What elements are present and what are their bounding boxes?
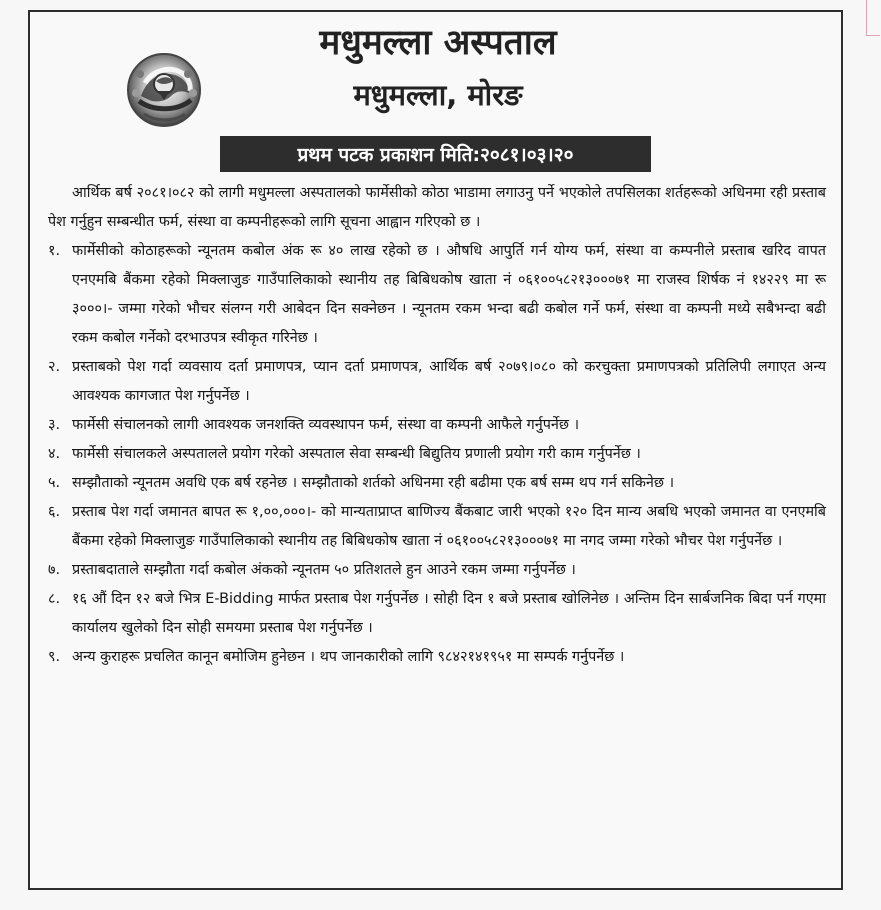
condition-number: ४.: [48, 446, 61, 462]
condition-item-8: [48, 585, 826, 643]
condition-item-7: [48, 556, 826, 585]
condition-text: प्रस्ताबदाताले सम्झौता गर्दा कबोल अंकको न्यूनतम ५० प्रतिशतले हुन आउने रकम जम्मा गर्नुपर्नेछ ।: [72, 562, 576, 578]
condition-item-3: [48, 411, 826, 440]
intro-paragraph: आर्थिक बर्ष २०८१।०८२ को लागी मधुमल्ला अस्पतालको फार्मेसीको कोठा भाडामा लगाउनु पर्ने भएकोले तपसिलका शर्तहरूको अधिनमा रही प्रस्ताब पेश गर्नुहुन सम्बन्धीत फर्म, संस्था वा कम्पनीहरूको लागि सूचना आह्वान गरिएको छ ।: [48, 185, 826, 230]
condition-text: फार्मेसीको कोठाहरूको न्यूनतम कबोल अंक रू ४० लाख रहेको छ । औषधि आपुर्ति गर्न योग्य फर्म, संस्था वा कम्पनीले प्रस्ताब खरिद वापत एनएमबि बैंकमा रहेको मिक्लाजुङ गाउँपालिकाको स्थानीय तह बिबिधकोष खाता नं ०६१००५८२१३०००७१ मा राजस्व शिर्षक नं १४२२९ मा रू ३०००।- जम्मा गरेको भौचर संलग्न गरी आबेदन दिन सक्नेछन । न्यूनतम रकम भन्दा बढी कबोल गर्ने फर्म, संस्था वा कम्पनी मध्ये सबैभन्दा बढी रकम कबोल गर्नेको दरभाउपत्र स्वीकृत गरिनेछ ।: [72, 243, 826, 346]
condition-text: फार्मेसी संचालकले अस्पतालले प्रयोग गरेको अस्पताल सेवा सम्बन्धी बिद्युतिय प्रणाली प्रयोग गरी काम गर्नुपर्नेछ ।: [72, 446, 641, 462]
condition-item-9: [48, 643, 826, 672]
condition-text: प्रस्ताबको पेश गर्दा व्यवसाय दर्ता प्रमाणपत्र, प्यान दर्ता प्रमाणपत्र, आर्थिक बर्ष २०७९।०८० को करचुक्ता प्रमाणपत्रको प्रतिलिपी लगाएत अन्य आवश्यक कागजात पेश गर्नुपर्नेछ ।: [72, 359, 826, 404]
condition-number: १.: [48, 243, 61, 259]
publication-date-banner: प्रथम पटक प्रकाशन मिति:२०८१।०३।२०: [220, 136, 651, 172]
hospital-location: मधुमल्ला, मोरङ: [353, 78, 523, 112]
page-corner-marker: [866, 0, 880, 36]
condition-text: प्रस्ताब पेश गर्दा जमानत बापत रू १,००,०००।- को मान्यताप्राप्त बाणिज्य बैंकबाट जारी भएको १२० दिन मान्य अबधि भएको जमानत वा एनएमबि बैंकमा रहेको मिक्लाजुङ गाउँपालिकाको स्थानीय तह बिबिधकोष खाता नं ०६१००५८२१३०००७१ मा नगद जम्मा गरेको भौचर पेश गर्नुपर्नेछ ।: [72, 504, 826, 549]
condition-number: ५.: [48, 475, 61, 491]
condition-number: ८.: [48, 591, 61, 607]
condition-number: ६.: [48, 504, 61, 520]
condition-item-6: [48, 498, 826, 556]
condition-number: ७.: [48, 562, 61, 578]
condition-number: २.: [48, 359, 61, 375]
government-of-nepal-emblem-icon: [120, 45, 208, 133]
condition-number: ३.: [48, 417, 61, 433]
condition-text: सम्झौताको न्यूनतम अवधि एक बर्ष रहनेछ । सम्झौताको शर्तको अधिनमा रही बढीमा एक बर्ष सम्म थप गर्न सकिनेछ ।: [72, 475, 675, 491]
hospital-name: मधुमल्ला अस्पताल: [319, 23, 557, 63]
condition-item-5: [48, 469, 826, 498]
condition-item-4: [48, 440, 826, 469]
condition-text: १६ औं दिन १२ बजे भित्र E-Bidding मार्फत प्रस्ताब पेश गर्नुपर्नेछ । सोही दिन १ बजे प्रस्ताब खोलिनेछ । अन्तिम दिन सार्बजनिक बिदा पर्न गएमा कार्यालय खुलेको दिन सोही समयमा प्रस्ताब पेश गर्नुपर्नेछ ।: [72, 591, 826, 636]
condition-number: ९.: [48, 649, 61, 665]
notice-body: [48, 179, 826, 672]
condition-item-2: [48, 353, 826, 411]
condition-text: फार्मेसी संचालनको लागी आवश्यक जनशक्ति व्यवस्थापन फर्म, संस्था वा कम्पनी आफैले गर्नुपर्नेछ ।: [72, 417, 580, 433]
condition-item-1: [48, 237, 826, 353]
conditions-list: [48, 237, 826, 672]
notice-header: [30, 12, 841, 166]
condition-text: अन्य कुराहरू प्रचलित कानून बमोजिम हुनेछन । थप जानकारीको लागि ९८४२१४१९५१ मा सम्पर्क गर्नुपर्नेछ ।: [72, 649, 625, 665]
tender-notice: [28, 10, 843, 890]
